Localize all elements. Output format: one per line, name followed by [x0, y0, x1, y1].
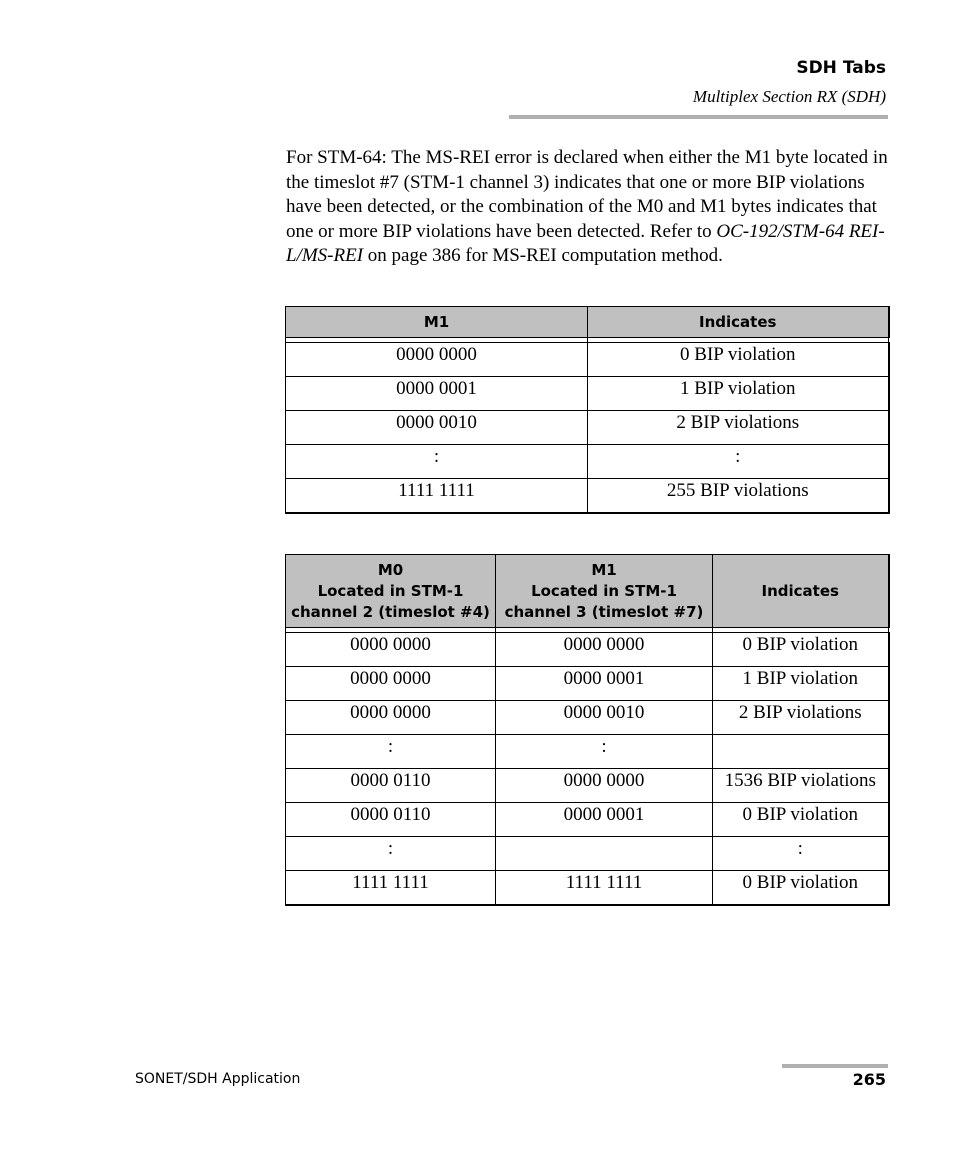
header-line: Indicates [761, 581, 839, 600]
table-cell: 0 BIP violation [588, 343, 889, 377]
table-row [286, 837, 889, 871]
header-line: M0 [377, 560, 404, 579]
table-cell: 0000 0000 [286, 343, 588, 377]
header-line: channel 3 (timeslot #7) [504, 602, 704, 621]
table-cell: 255 BIP violations [588, 479, 889, 514]
header-cell-m1 [496, 555, 713, 628]
table-cell: 0000 0000 [286, 667, 496, 701]
table-cell: : [496, 735, 713, 769]
table-cell: 1111 1111 [286, 479, 588, 514]
table-cell: 0000 0001 [496, 667, 713, 701]
paragraph-text-end: on page 386 for MS-REI computation method. [363, 245, 723, 267]
footer-document-title: SONET/SDH Application [135, 1071, 301, 1087]
table-cell: 1 BIP violation [588, 377, 889, 411]
table-cell [713, 735, 889, 769]
m0-m1-table [285, 554, 890, 906]
table-row [286, 445, 889, 479]
table-cell: 0000 0000 [496, 633, 713, 667]
table-cell: 0000 0000 [286, 633, 496, 667]
table-row [286, 769, 889, 803]
header-rule [509, 115, 888, 119]
table-row [286, 377, 889, 411]
table-row [286, 343, 889, 377]
header-cell: M1 [286, 307, 588, 338]
header-cell-indicates [713, 555, 889, 628]
header-line: Located in STM-1 [531, 581, 677, 600]
table-cell: 0000 0001 [496, 803, 713, 837]
table-row [286, 667, 889, 701]
header-line: channel 2 (timeslot #4) [291, 602, 490, 621]
table-cell: : [286, 735, 496, 769]
body-paragraph [286, 146, 888, 269]
header-line: Located in STM-1 [317, 581, 464, 600]
table-cell: 0 BIP violation [713, 871, 889, 906]
table-header-row [286, 307, 889, 338]
table-cell: : [286, 445, 588, 479]
table-cell: 0000 0110 [286, 769, 496, 803]
paragraph-text-start: For STM-64: The MS-REI error is declared when either the M1 byte located in the timeslot #7 (STM-1 channel 3) indicates that one or more BIP violations have been detected, or the combination of the M0 and M1 bytes indicates that one or more BIP violations have been detected. Refer to [286, 147, 888, 242]
table-row [286, 633, 889, 667]
table-cell: 2 BIP violations [713, 701, 889, 735]
table-cell: 0000 0110 [286, 803, 496, 837]
header-cell-m0 [286, 555, 496, 628]
table-row [286, 701, 889, 735]
page-number: 265 [852, 1070, 886, 1089]
table-row [286, 871, 889, 906]
table-cell: 0000 0000 [496, 769, 713, 803]
table-cell: 0000 0010 [286, 411, 588, 445]
cross-reference-link[interactable]: OC-192/STM-64 REI-L/MS-REI [286, 220, 885, 267]
table-cell: 0000 0010 [496, 701, 713, 735]
table-row [286, 479, 889, 514]
footer-rule [782, 1064, 888, 1068]
table-cell: 1111 1111 [286, 871, 496, 906]
table-cell [496, 837, 713, 871]
table-cell: 1536 BIP violations [713, 769, 889, 803]
table-cell: : [713, 837, 889, 871]
section-title: SDH Tabs [796, 58, 886, 78]
table-cell: 0 BIP violation [713, 803, 889, 837]
section-subtitle: Multiplex Section RX (SDH) [692, 87, 886, 106]
table-cell: : [588, 445, 889, 479]
table-cell: 2 BIP violations [588, 411, 889, 445]
table-header-row [286, 555, 889, 628]
table-cell: 1 BIP violation [713, 667, 889, 701]
table-cell: 0000 0000 [286, 701, 496, 735]
table-row [286, 803, 889, 837]
table-cell: 0000 0001 [286, 377, 588, 411]
table-row [286, 735, 889, 769]
table-row [286, 411, 889, 445]
table-cell: 0 BIP violation [713, 633, 889, 667]
m1-table [285, 306, 890, 514]
table-cell: 1111 1111 [496, 871, 713, 906]
header-cell: Indicates [588, 307, 889, 338]
table-cell: : [286, 837, 496, 871]
header-line: M1 [591, 560, 617, 579]
